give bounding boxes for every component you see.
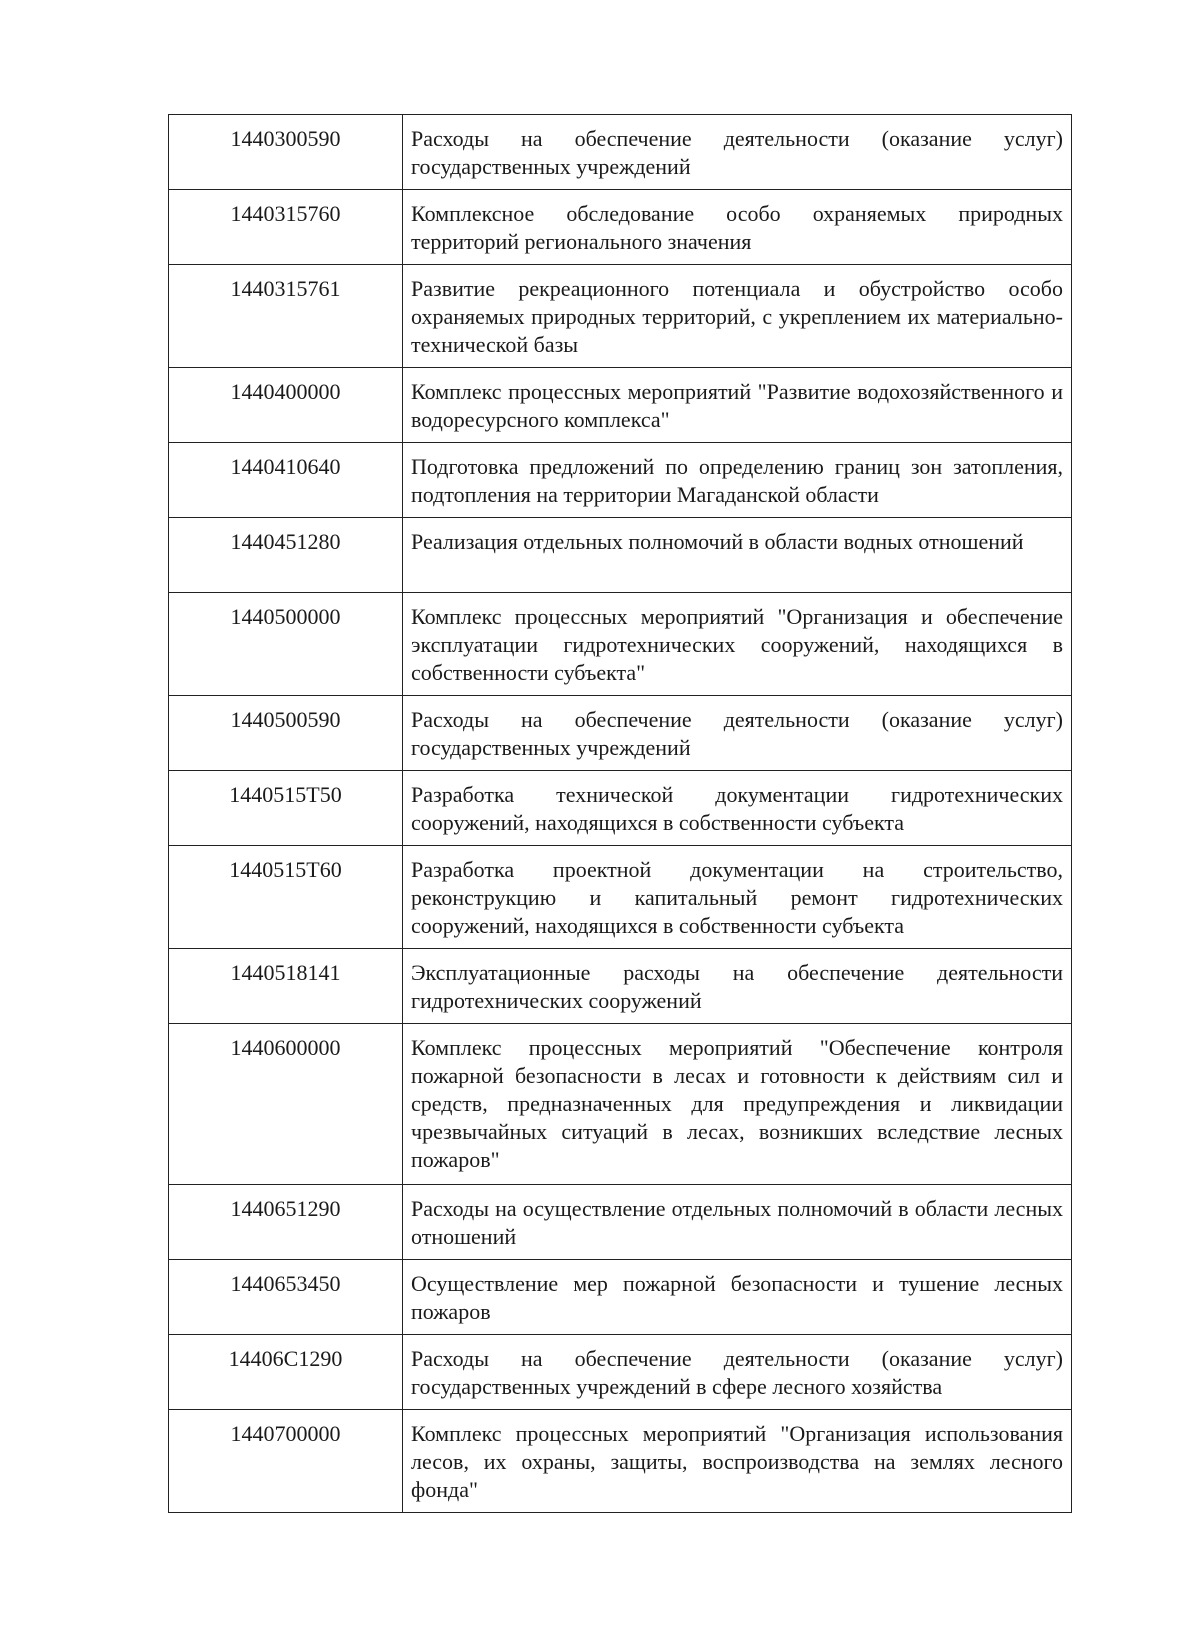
description-cell: Осуществление мер пожарной безопасности и тушение лесных пожаров [403,1260,1072,1335]
code-cell: 1440518141 [169,949,403,1024]
code-cell: 1440515Т50 [169,771,403,846]
table-row [169,593,1072,696]
table-row [169,190,1072,265]
table-row [169,1335,1072,1410]
description-cell: Комплекс процессных мероприятий "Развитие водохозяйственного и водоресурсного комплекса" [403,368,1072,443]
description-cell: Разработка технической документации гидротехнических сооружений, находящихся в собственности субъекта [403,771,1072,846]
code-cell: 1440515Т60 [169,846,403,949]
description-cell: Разработка проектной документации на строительство, реконструкцию и капитальный ремонт гидротехнических сооружений, находящихся в собственности субъекта [403,846,1072,949]
code-cell: 1440500590 [169,696,403,771]
table-row [169,115,1072,190]
code-cell: 1440700000 [169,1410,403,1513]
table-row [169,1260,1072,1335]
code-cell: 1440451280 [169,518,403,593]
description-cell: Расходы на обеспечение деятельности (оказание услуг) государственных учреждений [403,115,1072,190]
table-row [169,1185,1072,1260]
description-cell: Подготовка предложений по определению границ зон затопления, подтопления на территории Магаданской области [403,443,1072,518]
description-cell: Расходы на обеспечение деятельности (оказание услуг) государственных учреждений [403,696,1072,771]
table-row [169,443,1072,518]
code-cell: 1440651290 [169,1185,403,1260]
code-cell: 1440315761 [169,265,403,368]
description-cell: Эксплуатационные расходы на обеспечение деятельности гидротехнических сооружений [403,949,1072,1024]
table-row [169,1410,1072,1513]
code-cell: 1440500000 [169,593,403,696]
table-row [169,368,1072,443]
description-cell: Комплексное обследование особо охраняемых природных территорий регионального значения [403,190,1072,265]
table-row [169,518,1072,593]
table-row [169,696,1072,771]
budget-codes-table [168,114,1072,1513]
code-cell: 1440300590 [169,115,403,190]
table-row [169,265,1072,368]
code-cell: 1440600000 [169,1024,403,1185]
table-row [169,771,1072,846]
description-cell: Реализация отдельных полномочий в области водных отношений [403,518,1072,593]
description-cell: Расходы на обеспечение деятельности (оказание услуг) государственных учреждений в сфере лесного хозяйства [403,1335,1072,1410]
code-cell: 14406С1290 [169,1335,403,1410]
table-row [169,1024,1072,1185]
table-row [169,949,1072,1024]
code-cell: 1440653450 [169,1260,403,1335]
code-cell: 1440315760 [169,190,403,265]
description-cell: Расходы на осуществление отдельных полномочий в области лесных отношений [403,1185,1072,1260]
description-cell: Комплекс процессных мероприятий "Организация использования лесов, их охраны, защиты, воспроизводства на землях лесного фонда" [403,1410,1072,1513]
code-cell: 1440400000 [169,368,403,443]
description-cell: Развитие рекреационного потенциала и обустройство особо охраняемых природных территорий, с укреплением их материально-технической базы [403,265,1072,368]
table-row [169,846,1072,949]
description-cell: Комплекс процессных мероприятий "Обеспечение контроля пожарной безопасности в лесах и готовности к действиям сил и средств, предназначенных для предупреждения и ликвидации чрезвычайных ситуаций в лесах, возникших вследствие лесных пожаров" [403,1024,1072,1185]
description-cell: Комплекс процессных мероприятий "Организация и обеспечение эксплуатации гидротехнических сооружений, находящихся в собственности субъекта" [403,593,1072,696]
code-cell: 1440410640 [169,443,403,518]
